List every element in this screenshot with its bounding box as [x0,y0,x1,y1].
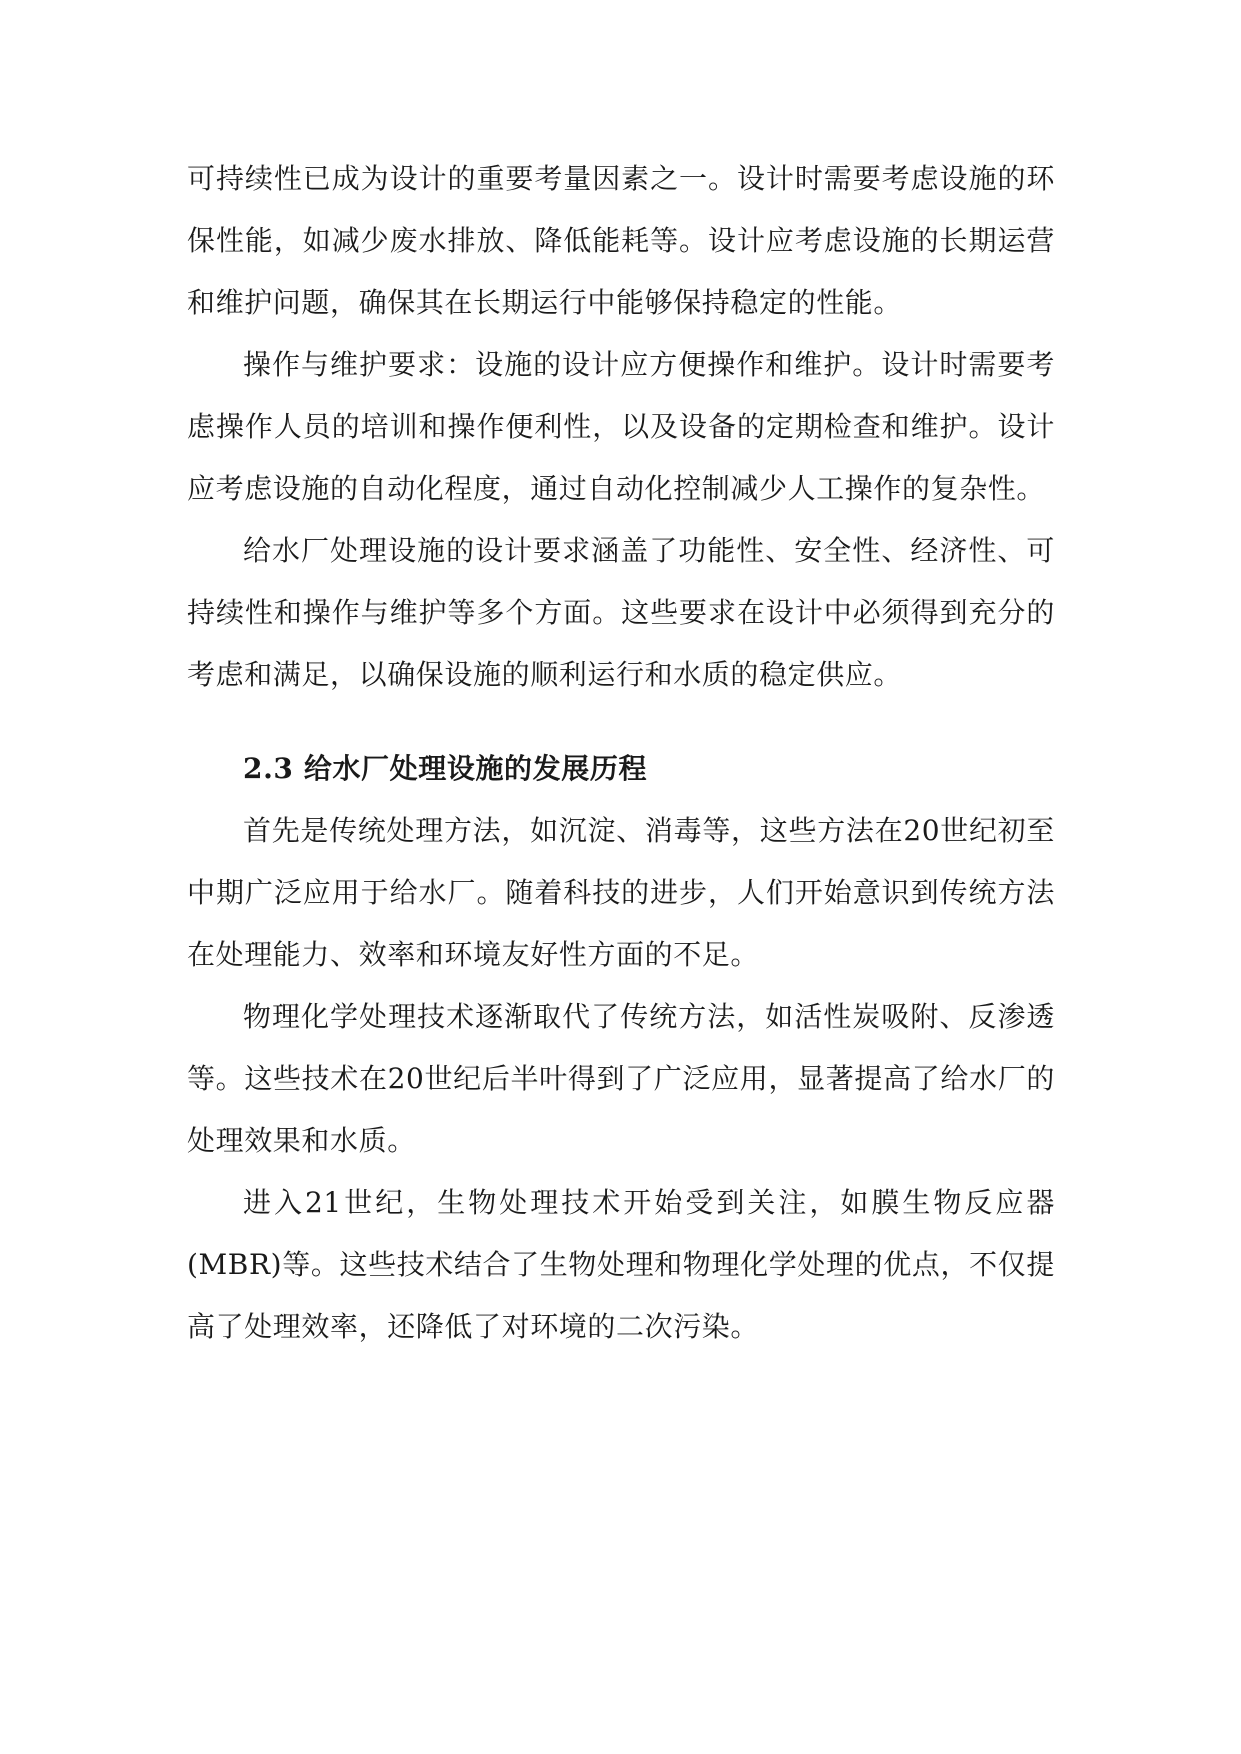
paragraph-operation-maintenance: 操作与维护要求：设施的设计应方便操作和维护。设计时需要考虑操作人员的培训和操作便利性，以及设备的定期检查和维护。设计应考虑设施的自动化程度，通过自动化控制减少人工操作的复杂性。 [187,348,1055,505]
section-heading: 2.3 给水厂处理设施的发展历程 [243,752,648,785]
paragraph-biological: 进入21世纪，生物处理技术开始受到关注，如膜生物反应器(MBR)等。这些技术结合了生物处理和物理化学处理的优点，不仅提高了处理效率，还降低了对环境的二次污染。 [187,1186,1055,1343]
document-page [187,148,1055,1358]
paragraph-physicochemical: 物理化学处理技术逐渐取代了传统方法，如活性炭吸附、反渗透等。这些技术在20世纪后半叶得到了广泛应用，显著提高了给水厂的处理效果和水质。 [187,1000,1055,1157]
paragraph-traditional-methods: 首先是传统处理方法，如沉淀、消毒等，这些方法在20世纪初至中期广泛应用于给水厂。随着科技的进步，人们开始意识到传统方法在处理能力、效率和环境友好性方面的不足。 [187,814,1055,971]
paragraph-sustainability: 可持续性已成为设计的重要考量因素之一。设计时需要考虑设施的环保性能，如减少废水排放、降低能耗等。设计应考虑设施的长期运营和维护问题，确保其在长期运行中能够保持稳定的性能。 [187,162,1055,319]
paragraph-design-summary: 给水厂处理设施的设计要求涵盖了功能性、安全性、经济性、可持续性和操作与维护等多个方面。这些要求在设计中必须得到充分的考虑和满足，以确保设施的顺利运行和水质的稳定供应。 [187,534,1055,691]
